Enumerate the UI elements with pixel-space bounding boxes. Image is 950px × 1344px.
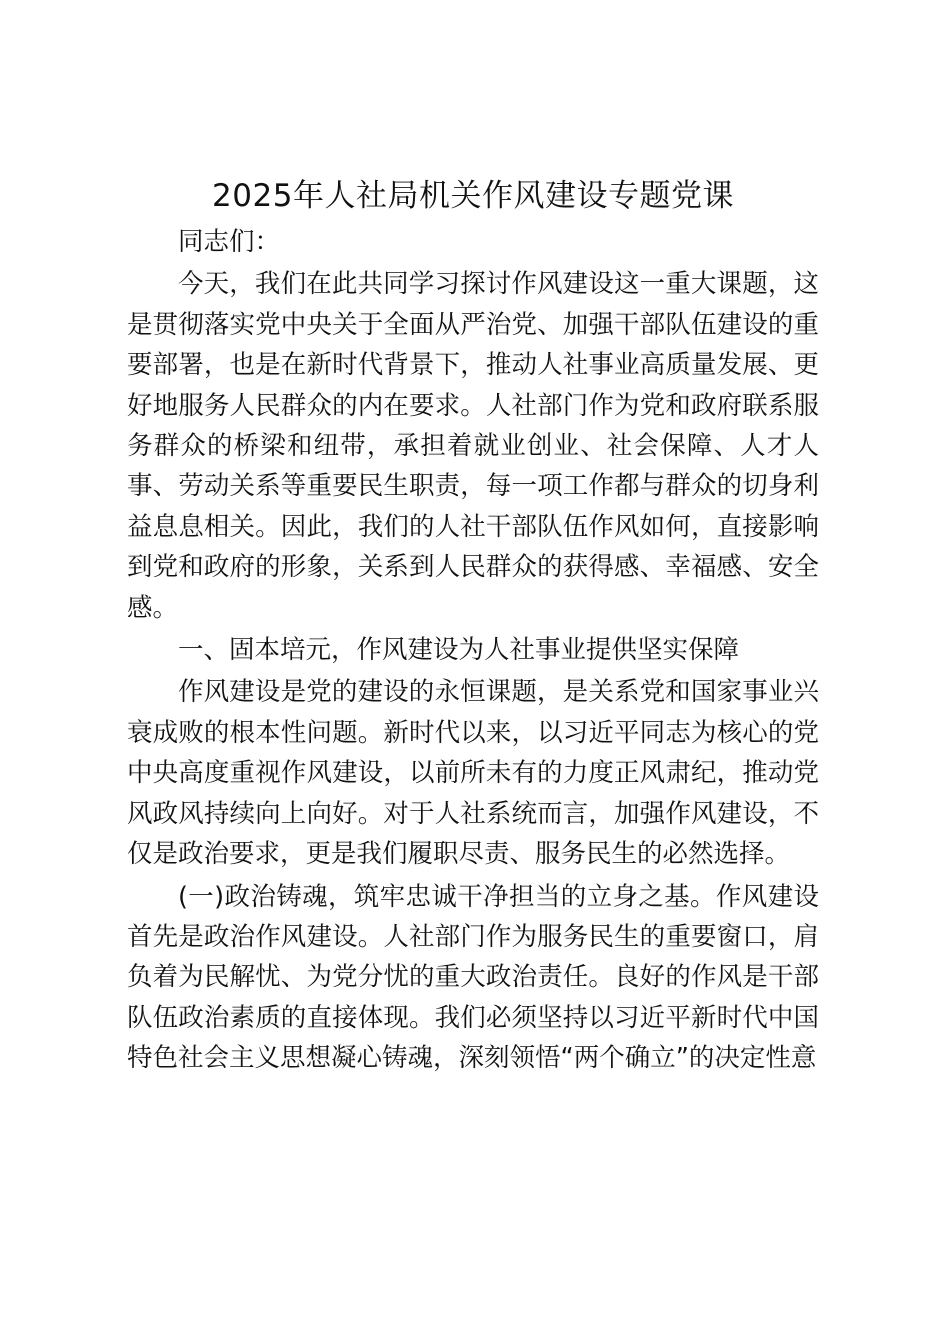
salutation: 同志们：	[178, 227, 281, 257]
section-heading-1: 一、固本培元，作风建设为人社事业提供坚实保障	[178, 635, 740, 666]
section-1-paragraph: 作风建设是党的建设的永恒课题，是关系党和国家事业兴衰成败的根本性问题。新时代以来，以习近平同志为核心的党中央高度重视作风建设，以前所未有的力度正风肃纪，推动党风政风持续向上向好。对于人社系统而言，加强作风建设，不仅是政治要求，更是我们履职尽责、服务民生的必然选择。	[127, 677, 819, 870]
subsection-1-paragraph: (一)政治铸魂，筑牢忠诚干净担当的立身之基。作风建设首先是政治作风建设。人社部门作为服务民生的重要窗口，肩负着为民解忧、为党分忧的重大政治责任。良好的作风是干部队伍政治素质的直接体现。我们必须坚持以习近平新时代中国特色社会主义思想凝心铸魂，深刻领悟“两个确立”的决定性意	[127, 881, 819, 1074]
document-title: 2025年人社局机关作风建设专题党课	[212, 178, 734, 214]
intro-paragraph: 今天，我们在此共同学习探讨作风建设这一重大课题，这是贯彻落实党中央关于全面从严治党、加强干部队伍建设的重要部署，也是在新时代背景下，推动人社事业高质量发展、更好地服务人民群众的内在要求。人社部门作为党和政府联系服务群众的桥梁和纽带，承担着就业创业、社会保障、人才人事、劳动关系等重要民生职责，每一项工作都与群众的切身利益息息相关。因此，我们的人社干部队伍作风如何，直接影响到党和政府的形象，关系到人民群众的获得感、幸福感、安全感。	[127, 269, 819, 623]
document-page	[127, 170, 819, 1081]
